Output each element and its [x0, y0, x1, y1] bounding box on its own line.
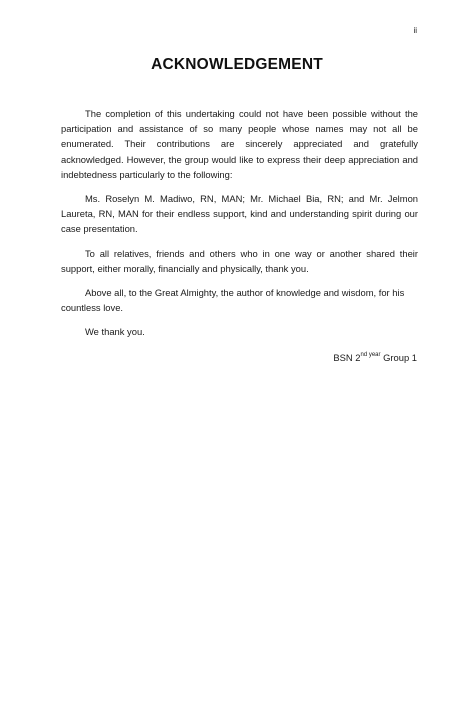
signature-suffix: Group 1: [380, 352, 417, 363]
paragraph-relatives: To all relatives, friends and others who in one way or another shared their support, either morally, financially and physically, thank you.: [61, 247, 418, 274]
paragraph-almighty: Above all, to the Great Almighty, the author of knowledge and wisdom, for his countless love.: [61, 287, 405, 314]
paragraph-thanks: We thank you.: [85, 326, 145, 338]
acknowledgement-body: [61, 106, 418, 349]
page-number: ii: [413, 26, 417, 35]
signature-line: [333, 352, 417, 363]
signature-superscript: nd year: [360, 352, 381, 358]
page-title: ACKNOWLEDGEMENT: [151, 56, 323, 73]
paragraph-intro: The completion of this undertaking could not have been possible without the participation and assistance of so many people whose names may not all be enumerated. Their contributions are sincerely appreciated and gratefully acknowledged. However, the group would like to express their deep appreciation and indebtedness particularly to the following:: [61, 108, 418, 180]
paragraph-names: Ms. Roselyn M. Madiwo, RN, MAN; Mr. Michael Bia, RN; and Mr. Jelmon Laureta, RN, MAN for their endless support, kind and understanding spirit during our case presentation.: [61, 193, 418, 235]
signature-prefix: BSN 2: [333, 352, 361, 363]
